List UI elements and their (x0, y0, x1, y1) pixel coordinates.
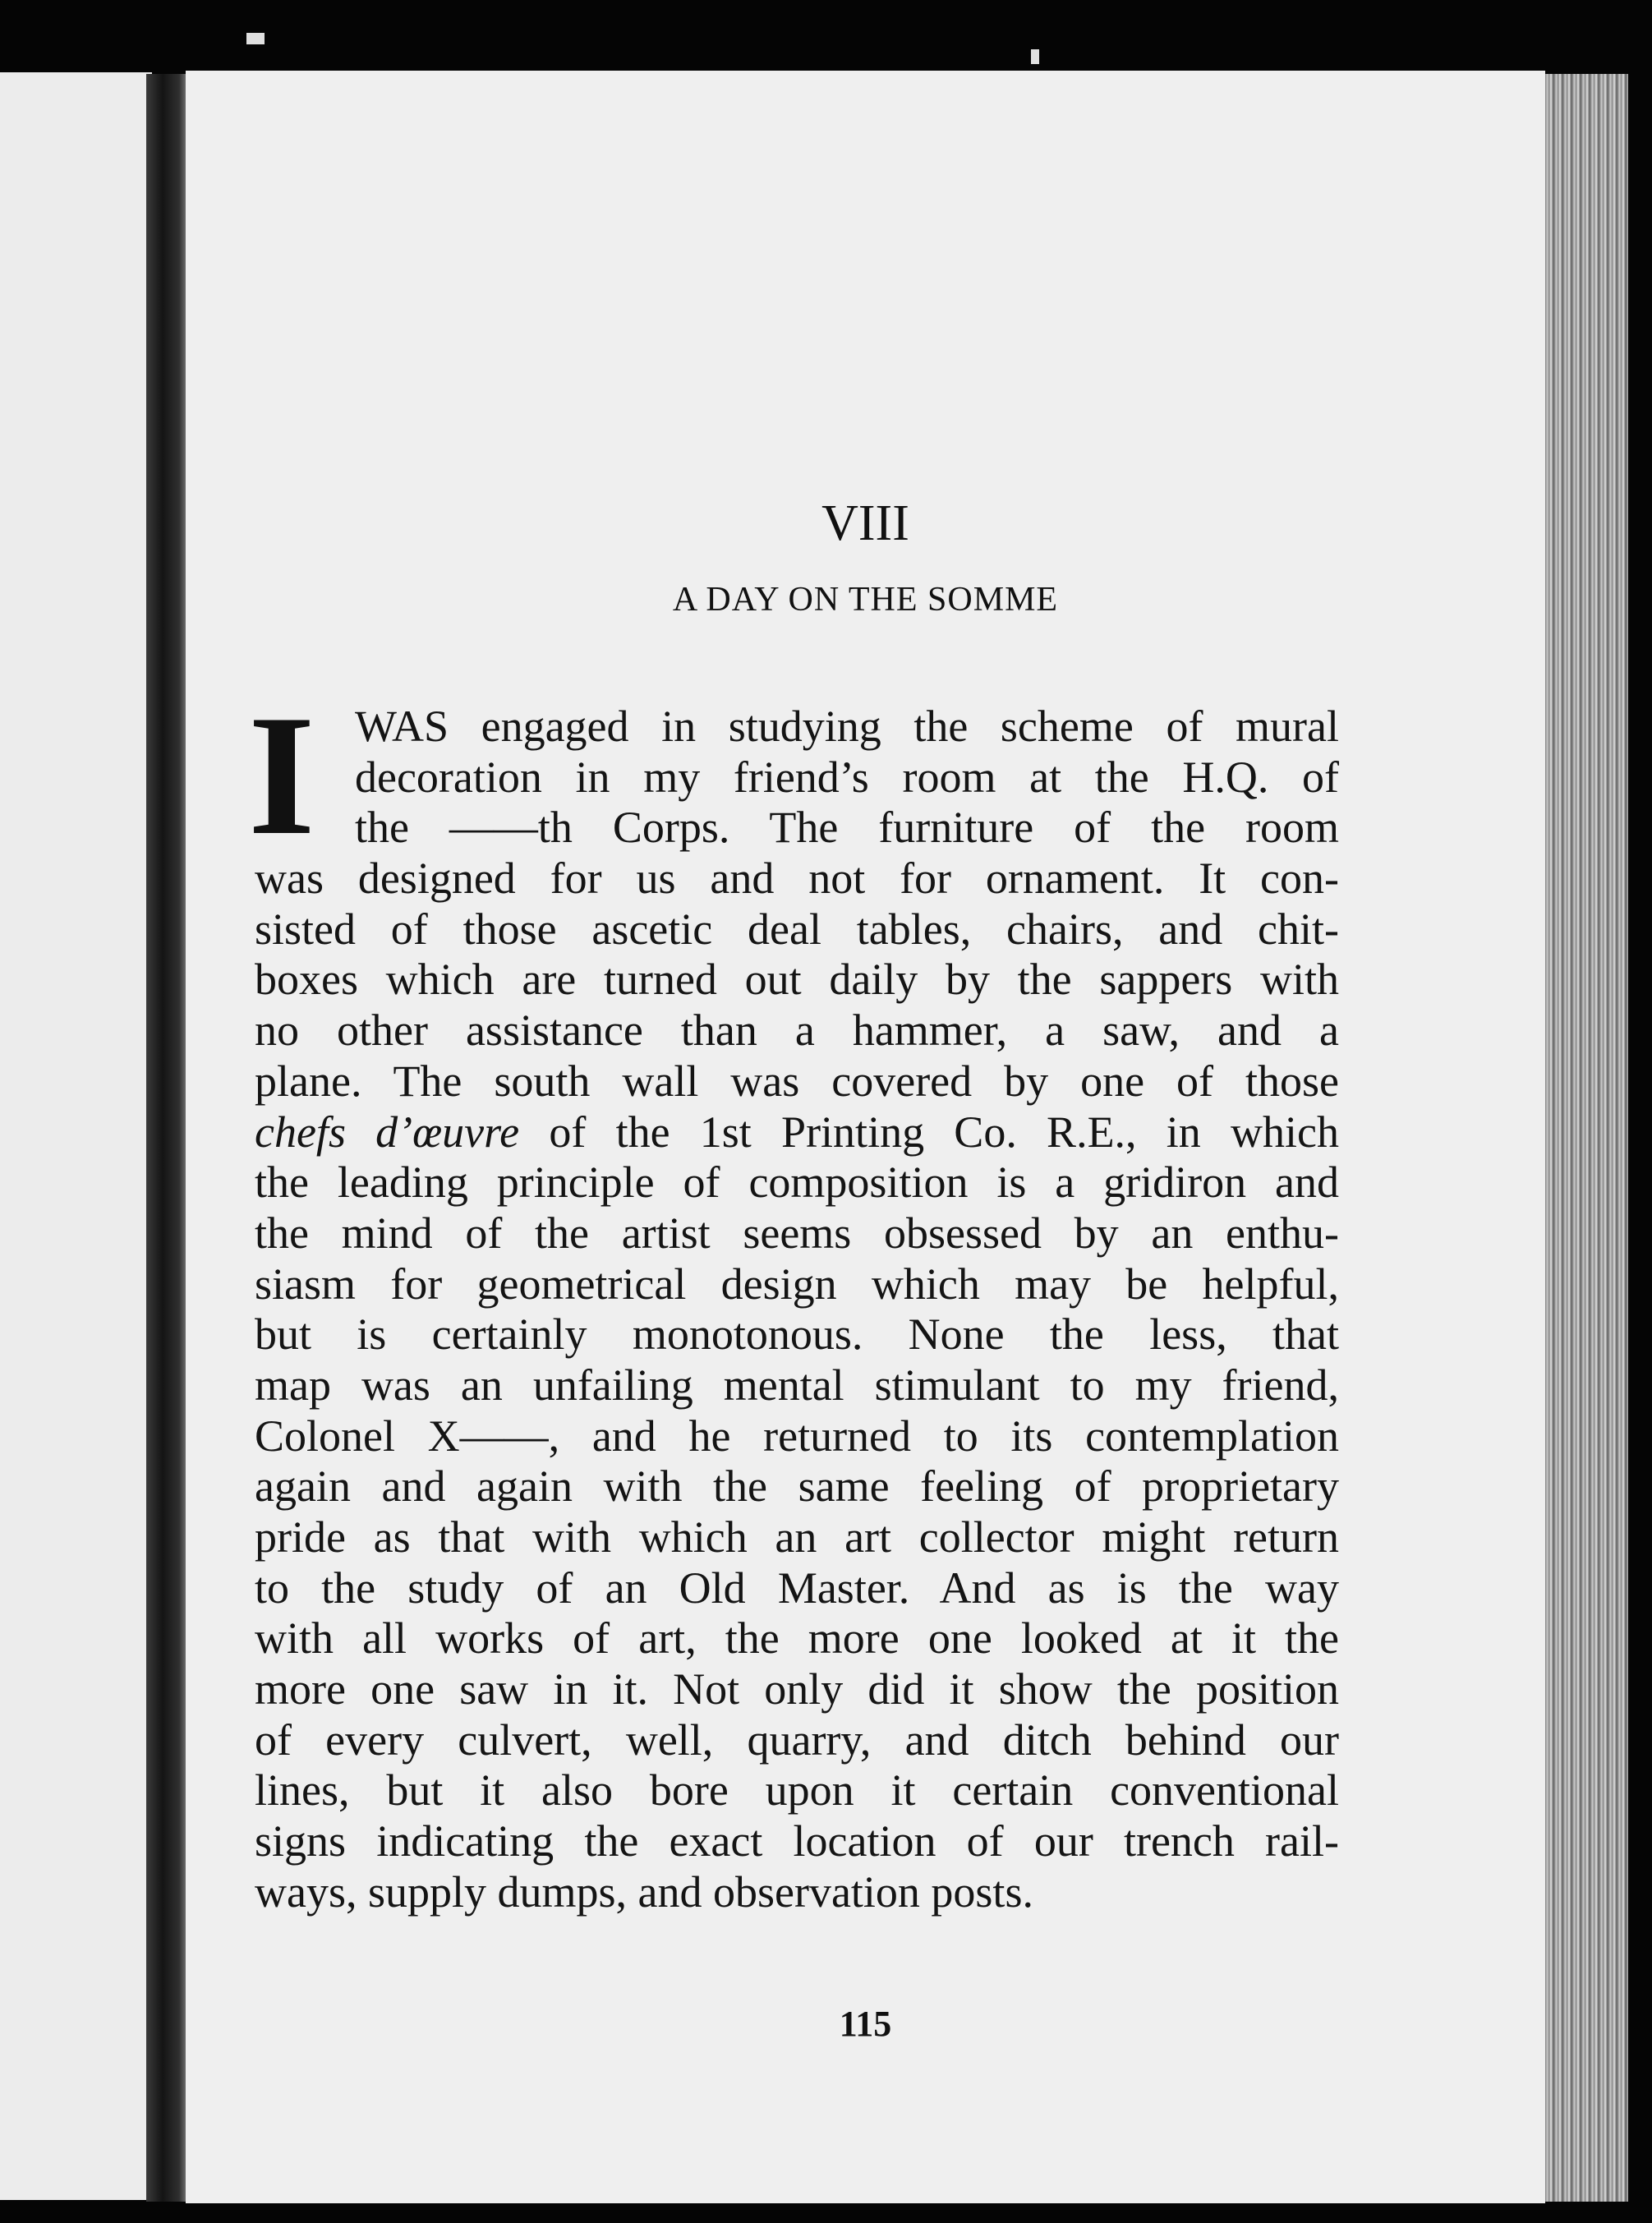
chapter-number: VIII (821, 495, 909, 551)
text-line (255, 1107, 1339, 1158)
text-line: the ——th Corps. The furniture of the room (355, 803, 1339, 853)
text-line: siasm for geometrical design which may be helpful, (255, 1259, 1339, 1309)
text-line: the mind of the artist seems obsessed by an enthu- (255, 1208, 1339, 1258)
text-line: with all works of art, the more one looked at it the (255, 1613, 1339, 1664)
scan-speck (246, 33, 265, 44)
text-line: decoration in my friend’s room at the H.Q. of (355, 752, 1339, 802)
book-page (186, 71, 1545, 2203)
text-line: lines, but it also bore upon it certain conventional (255, 1765, 1339, 1816)
text-line: pride as that with which an art collector might return (255, 1512, 1339, 1562)
text-line: Colonel X——, and he returned to its contemplation (255, 1411, 1339, 1461)
text-line: to the study of an Old Master. And as is the way (255, 1563, 1339, 1613)
chapter-body (248, 680, 1339, 1918)
book-gutter (146, 74, 187, 2202)
drop-cap: I (248, 680, 315, 871)
italic-phrase: chefs d’œuvre (255, 1107, 520, 1157)
page-edges (1538, 74, 1628, 2202)
text-line: of every culvert, well, quarry, and ditch behind our (255, 1714, 1339, 1765)
text-line: ways, supply dumps, and observation posts. (255, 1866, 1033, 1917)
text-line-rest: of the 1st Printing Co. R.E., in which (549, 1107, 1339, 1157)
text-line: boxes which are turned out daily by the sappers with (255, 955, 1339, 1005)
text-line: again and again with the same feeling of proprietary (255, 1461, 1339, 1512)
text-line: but is certainly monotonous. None the less, that (255, 1309, 1339, 1360)
text-line: signs indicating the exact location of our trench rail- (255, 1816, 1339, 1866)
text-line: plane. The south wall was covered by one of those (255, 1056, 1339, 1106)
chapter-title: A DAY ON THE SOMME (672, 581, 1059, 619)
left-page (0, 72, 152, 2200)
text-line: more one saw in it. Not only did it show the position (255, 1664, 1339, 1714)
scan-speck (1031, 49, 1039, 64)
text-line: no other assistance than a hammer, a saw, and a (255, 1006, 1339, 1056)
text-line: map was an unfailing mental stimulant to my friend, (255, 1360, 1339, 1410)
page-number: 115 (839, 2004, 892, 2044)
text-line: was designed for us and not for ornament. It con- (255, 854, 1339, 904)
text-line: the leading principle of composition is a gridiron and (255, 1158, 1339, 1208)
text-line: sisted of those ascetic deal tables, chairs, and chit- (255, 904, 1339, 954)
text-line: WAS engaged in studying the scheme of mural (355, 702, 1339, 751)
